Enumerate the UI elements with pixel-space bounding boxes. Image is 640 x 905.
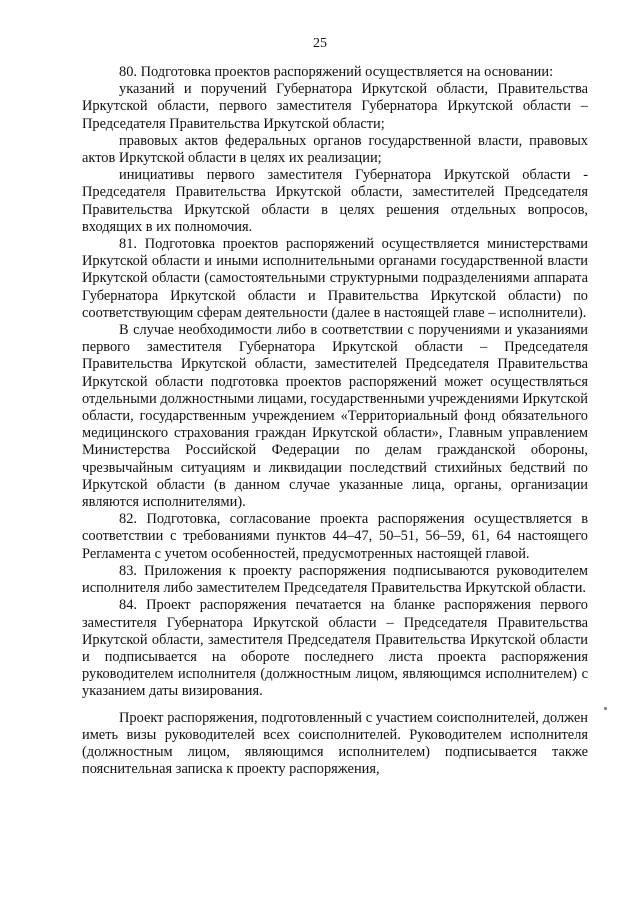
margin-dot [604,707,607,710]
paragraph-81: 81. Подготовка проектов распоряжений осуществляется министерствами Иркутской области и иными исполнительными органами государственной власти Иркутской области (самостоятельными структурными подразделениями аппарата Губернатора Иркутской области и Правительства Иркутской области) по соответствующим сферам деятельности (далее в настоящей главе – исполнители). [82,236,588,321]
paragraph-82: 82. Подготовка, согласование проекта распоряжения осуществляется в соответствии с требованиями пунктов 44–47, 50–51, 56–59, 61, 64 настоящего Регламента с учетом особенностей, предусмотренных настоящей главой. [82,511,588,562]
paragraph-80-item-2: правовых актов федеральных органов государственной власти, правовых актов Иркутской области в целях их реализации; [82,132,588,167]
paragraph-84: 84. Проект распоряжения печатается на бланке распоряжения первого заместителя Губернатора Иркутской области – Председателя Правительства Иркутской области, заместителя Председателя Правительства Иркутской области и подписывается на обороте последнего листа проекта распоряжения руководителем исполнителя (должностным лицом, являющимся исполнителем) с указанием даты визирования. [82,597,588,700]
paragraph-84-continued: Проект распоряжения, подготовленный с участием соисполнителей, должен иметь визы руководителей всех соисполнителей. Руководителем исполнителя (должностным лицом, являющимся исполнителем) подписывается также пояснительная записка к проекту распоряжения, [82,709,588,778]
paragraph-80-intro: 80. Подготовка проектов распоряжений осуществляется на основании: [119,64,554,80]
paragraph-83: 83. Приложения к проекту распоряжения подписываются руководителем исполнителя либо заместителем Председателя Правительства Иркутской области. [82,562,588,597]
document-body [82,64,588,778]
paragraph-80-item-3: инициативы первого заместителя Губернатора Иркутской области - Председателя Правительства Иркутской области, заместителей Председателя Правительства Иркутской области в целях решения отдельных вопросов, входящих в их полномочия. [82,167,588,235]
page-number: 25 [313,36,327,51]
paragraph-81-continued: В случае необходимости либо в соответствии с поручениями и указаниями первого заместителя Губернатора Иркутской области – Председателя Правительства Иркутской области, заместителей Председателя Правительства Иркутской области подготовка проектов распоряжений может осуществляться отдельными должностными лицами, государственными учреждениями Иркутской области, государственным учреждением «Территориальный фонд обязательного медицинского страхования граждан Иркутской области», Главным управлением Министерства Российской Федерации по делам гражданской обороны, чрезвычайным ситуациям и ликвидации последствий стихийных бедствий по Иркутской области (в данном случае указанные лица, органы, организации являются исполнителями). [82,322,588,511]
paragraph-80-item-1: указаний и поручений Губернатора Иркутской области, Правительства Иркутской области, первого заместителя Губернатора Иркутской области – Председателя Правительства Иркутской области; [82,81,588,132]
